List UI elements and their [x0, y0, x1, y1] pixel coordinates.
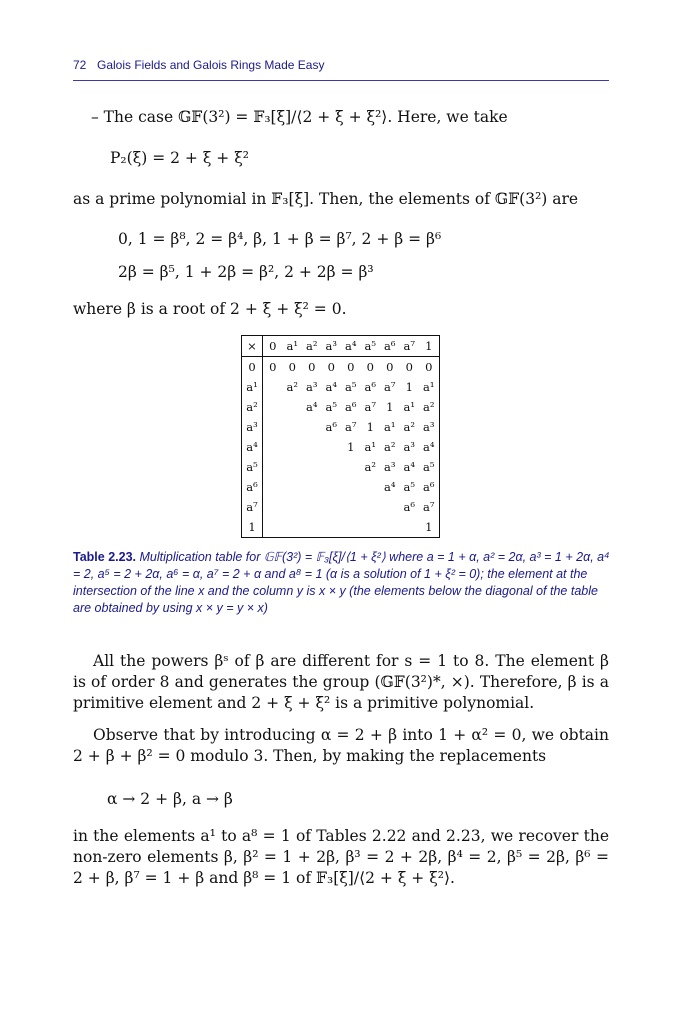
- table-cell: [322, 477, 342, 497]
- table-row-header: a²: [242, 397, 263, 417]
- table-cell: [283, 417, 303, 437]
- table-cell: a⁶: [403, 500, 415, 514]
- table-cell: a¹: [384, 420, 396, 434]
- table-cell: [283, 477, 303, 497]
- table-cell: [302, 497, 322, 517]
- table-cell: [263, 517, 283, 538]
- table-cell: 0: [405, 360, 413, 374]
- caption-text: Multiplication table for 𝔾𝔽(3²) = 𝔽₃[ξ]/⟨1 + ξ²⟩ where a = 1 + α, a² = 2α, a³ = 1 + 2α, a⁴ = 2, a⁵ = 2 + 2α, a⁶ = α, a⁷ = 2 + α and a⁸ = 1 (α is a solution of 1 + ξ² = 0); the element at the intersection of the line x and the column y is x × y (the elements below the diagonal of the table are obtained by using x × y = y × x): [73, 550, 610, 615]
- table-cell: [400, 517, 420, 538]
- table-cell: [322, 457, 342, 477]
- table-cell: 0: [269, 360, 277, 374]
- table-header-cell: 1: [419, 336, 439, 357]
- table-cell: a⁶: [345, 400, 357, 414]
- table-cell: [283, 457, 303, 477]
- table-cell: 0: [327, 360, 335, 374]
- prime-line: as a prime polynomial in 𝔽₃[ξ]. Then, the elements of 𝔾𝔽(3²) are: [73, 190, 579, 208]
- table-cell: a⁴: [384, 480, 396, 494]
- table-cell: [361, 477, 381, 497]
- table-cell: [380, 517, 400, 538]
- table-cell: a³: [423, 420, 435, 434]
- table-cell: a⁶: [423, 480, 435, 494]
- table-cell: a²: [423, 400, 435, 414]
- table-row: [242, 397, 440, 417]
- table-cell: [341, 497, 361, 517]
- table-header-cell: a²: [302, 336, 322, 357]
- table-cell: a⁴: [306, 400, 318, 414]
- table-cell: a²: [403, 420, 415, 434]
- table-cell: [302, 417, 322, 437]
- table-cell: [380, 497, 400, 517]
- table-cell: a¹: [364, 440, 376, 454]
- table-cell: 1: [347, 440, 355, 454]
- table-row: [242, 437, 440, 457]
- table-cell: [263, 477, 283, 497]
- table-cell: 1: [405, 380, 413, 394]
- elements-row-1: 0, 1 = β⁸, 2 = β⁴, β, 1 + β = β⁷, 2 + β = β⁶: [118, 230, 442, 248]
- table-cell: a⁷: [345, 420, 357, 434]
- table-cell: 1: [425, 520, 433, 534]
- table-cell: [283, 517, 303, 538]
- table-header-row: [242, 336, 440, 357]
- table-cell: [263, 437, 283, 457]
- table-cell: [263, 377, 283, 397]
- table-cell: a⁶: [364, 380, 376, 394]
- table-header-cell: 0: [263, 336, 283, 357]
- table-cell: a⁷: [364, 400, 376, 414]
- paragraph-observe: Observe that by introducing α = 2 + β into 1 + α² = 0, we obtain 2 + β + β² = 0 modulo 3. Then, by making the replacements: [73, 726, 609, 765]
- paragraph-recover: in the elements a¹ to a⁸ = 1 of Tables 2.22 and 2.23, we recover the non-zero elements β, β² = 1 + 2β, β³ = 2 + 2β, β⁴ = 2, β⁵ = 2β, β⁶ = 2 + β, β⁷ = 1 + β and β⁸ = 1 of 𝔽₃[ξ]/⟨2 + ξ + ξ²⟩.: [73, 827, 609, 887]
- table-row: [242, 377, 440, 397]
- table-header-cell: a⁶: [380, 336, 400, 357]
- table-cell: [302, 437, 322, 457]
- running-title: Galois Fields and Galois Rings Made Easy: [97, 58, 325, 72]
- running-header: [73, 58, 609, 81]
- table-cell: [361, 497, 381, 517]
- table-cell: 0: [288, 360, 296, 374]
- table-cell: [283, 497, 303, 517]
- table-cell: a⁴: [325, 380, 337, 394]
- table-cell: a³: [306, 380, 318, 394]
- root-line: where β is a root of 2 + ξ + ξ² = 0.: [73, 300, 347, 318]
- table-row-header: a⁴: [242, 437, 263, 457]
- table-cell: [263, 457, 283, 477]
- table-corner: ×: [242, 336, 263, 357]
- caption-label: Table 2.23.: [73, 550, 136, 564]
- table-cell: 0: [308, 360, 316, 374]
- table-row-header: a⁷: [242, 497, 263, 517]
- table-cell: [263, 397, 283, 417]
- table-row: [242, 357, 440, 378]
- table-cell: a⁵: [345, 380, 357, 394]
- table-cell: a⁶: [325, 420, 337, 434]
- table-row-header: a³: [242, 417, 263, 437]
- table-cell: a²: [384, 440, 396, 454]
- replacement-line: α → 2 + β, a → β: [107, 790, 233, 808]
- table-cell: [283, 397, 303, 417]
- table-header-cell: a⁵: [361, 336, 381, 357]
- table-cell: a²: [286, 380, 298, 394]
- table-cell: [341, 457, 361, 477]
- table-row: [242, 417, 440, 437]
- table-cell: a³: [403, 440, 415, 454]
- table-cell: [302, 517, 322, 538]
- table-row: [242, 477, 440, 497]
- table-row-header: a¹: [242, 377, 263, 397]
- table-cell: 0: [366, 360, 374, 374]
- multiplication-table: [241, 335, 440, 538]
- table-row-header: a⁶: [242, 477, 263, 497]
- paragraph-powers: All the powers βˢ of β are different for s = 1 to 8. The element β is of order 8 and generates the group (𝔾𝔽(3²)*, ×). Therefore, β is a primitive element and 2 + ξ + ξ² is a primitive polynomial.: [73, 652, 609, 712]
- table-row: [242, 457, 440, 477]
- table-cell: a³: [384, 460, 396, 474]
- table-row: [242, 497, 440, 517]
- table-cell: a⁴: [403, 460, 415, 474]
- table-cell: [263, 497, 283, 517]
- page-number: 72: [73, 58, 87, 72]
- table-cell: a¹: [403, 400, 415, 414]
- elements-row-2: 2β = β⁵, 1 + 2β = β², 2 + 2β = β³: [118, 263, 374, 281]
- table-cell: [322, 437, 342, 457]
- table-header-cell: a³: [322, 336, 342, 357]
- table-cell: a⁷: [384, 380, 396, 394]
- table-cell: 1: [386, 400, 394, 414]
- table-cell: [361, 517, 381, 538]
- table-cell: a¹: [423, 380, 435, 394]
- prime-polynomial: P₂(ξ) = 2 + ξ + ξ²: [110, 149, 249, 167]
- table-row: [242, 517, 440, 538]
- table-header-cell: a⁴: [341, 336, 361, 357]
- table-cell: 1: [366, 420, 374, 434]
- table-caption: [73, 549, 613, 617]
- table-cell: 0: [425, 360, 433, 374]
- table-cell: [322, 517, 342, 538]
- table-cell: [263, 417, 283, 437]
- table-cell: a⁵: [325, 400, 337, 414]
- table-cell: a²: [364, 460, 376, 474]
- table-cell: [341, 517, 361, 538]
- table-row-header: 0: [242, 357, 263, 378]
- table-header-cell: a⁷: [400, 336, 420, 357]
- table-cell: a⁴: [423, 440, 435, 454]
- table-cell: [283, 437, 303, 457]
- table-cell: [341, 477, 361, 497]
- table-cell: a⁵: [423, 460, 435, 474]
- case-line: – The case 𝔾𝔽(3²) = 𝔽₃[ξ]/⟨2 + ξ + ξ²⟩. Here, we take: [91, 108, 508, 126]
- table-cell: [302, 457, 322, 477]
- table-row-header: a⁵: [242, 457, 263, 477]
- table-row-header: 1: [242, 517, 263, 538]
- table-cell: 0: [386, 360, 394, 374]
- table-cell: a⁷: [423, 500, 435, 514]
- table-header-cell: a¹: [283, 336, 303, 357]
- table-cell: a⁵: [403, 480, 415, 494]
- table-cell: [302, 477, 322, 497]
- table-cell: 0: [347, 360, 355, 374]
- table-cell: [322, 497, 342, 517]
